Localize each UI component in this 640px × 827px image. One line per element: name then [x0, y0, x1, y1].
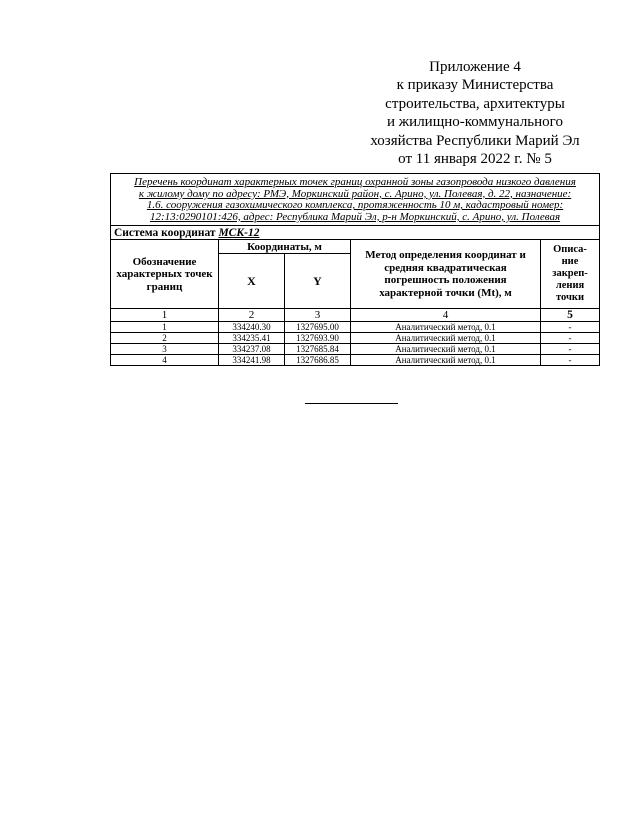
header-line: и жилищно-коммунального: [387, 114, 563, 131]
cell-x: 334240.30: [219, 322, 285, 333]
header-description: Описа-ние закреп-ления точки: [541, 240, 600, 309]
cell-x: 334237.08: [219, 344, 285, 355]
document-header: [355, 58, 595, 168]
cell-x: 334241.98: [219, 355, 285, 366]
cell-point: 3: [111, 344, 219, 355]
table-row: [111, 344, 600, 355]
cell-y: 1327686.85: [285, 355, 351, 366]
table-title-line: Перечень координат характерных точек границ охранной зоны газопровода низкого давления: [134, 176, 576, 188]
cell-x: 334235.41: [219, 333, 285, 344]
cell-description: -: [541, 344, 600, 355]
table-title-line: 1.6. сооружения газохимического комплекса, протяженность 10 м, кадастровый номер:: [146, 199, 564, 212]
header-coordinates: Координаты, м: [219, 240, 351, 254]
cell-point: 4: [111, 355, 219, 366]
cell-description: -: [541, 355, 600, 366]
column-number: 3: [285, 309, 351, 322]
cell-y: 1327693.90: [285, 333, 351, 344]
cell-point: 2: [111, 333, 219, 344]
table-title: [111, 174, 600, 226]
header-line: к приказу Министерства: [396, 77, 554, 94]
header-designation: Обозначение характерных точек границ: [111, 240, 219, 309]
cell-method: Аналитический метод, 0.1: [351, 322, 541, 333]
table-title-line: к жилому дому по адресу: РМЭ, Моркинский район, с. Арино, ул. Полевая, д. 22, назначение:: [138, 187, 572, 200]
table-row: [111, 322, 600, 333]
cell-method: Аналитический метод, 0.1: [351, 355, 541, 366]
header-line: от 11 января 2022 г. № 5: [398, 151, 552, 168]
table-row: [111, 355, 600, 366]
coordinate-system-value: МСК-12: [218, 226, 260, 239]
table-row: [111, 333, 600, 344]
header-line: Приложение 4: [429, 59, 521, 75]
header-line: строительства, архитектуры: [385, 95, 565, 112]
cell-description: -: [541, 322, 600, 333]
cell-method: Аналитический метод, 0.1: [351, 333, 541, 344]
column-number: 2: [219, 309, 285, 322]
cell-y: 1327695.00: [285, 322, 351, 333]
header-x: X: [219, 254, 285, 309]
column-number: 4: [351, 309, 541, 322]
column-number: 1: [111, 309, 219, 322]
cell-point: 1: [111, 322, 219, 333]
column-number: 5: [541, 309, 600, 322]
coordinates-table: [110, 173, 600, 366]
header-line: хозяйства Республики Марий Эл: [370, 132, 580, 149]
cell-description: -: [541, 333, 600, 344]
cell-method: Аналитический метод, 0.1: [351, 344, 541, 355]
separator-line: [305, 403, 398, 404]
column-numbers-row: [111, 309, 600, 322]
cell-y: 1327685.84: [285, 344, 351, 355]
coordinate-system-label: Система координат: [114, 226, 216, 239]
coordinate-system: [111, 226, 600, 240]
header-method: Метод определения координат и средняя квадратическая погрешность положения характерной точки (Mt), м: [351, 240, 541, 309]
table-title-line: 12:13:0290101:426, адрес: Республика Марий Эл, р-н Моркинский, с. Арино, ул. Полевая: [149, 210, 561, 223]
header-y: Y: [285, 254, 351, 309]
